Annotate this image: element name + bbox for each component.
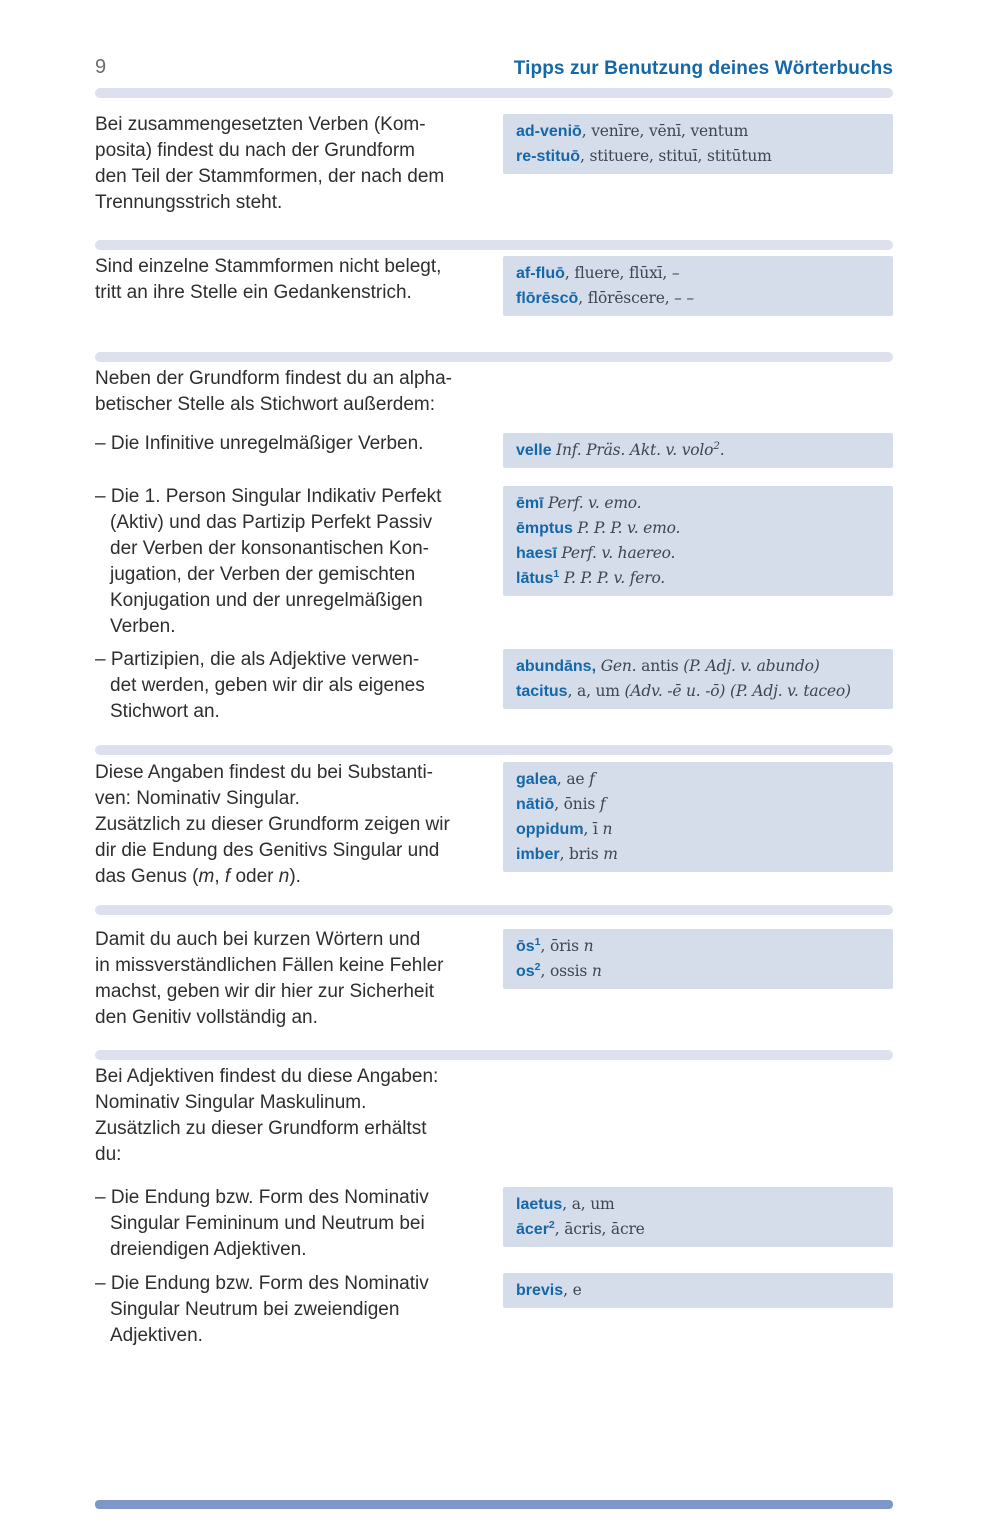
left-text xyxy=(95,927,503,1031)
headword: tacitus xyxy=(516,683,568,700)
example-text: P. P. P. v. emo. xyxy=(577,519,681,537)
text-segment: das Genus ( xyxy=(95,866,199,887)
headword: haesī xyxy=(516,545,562,562)
box-line xyxy=(516,1278,880,1303)
left-text xyxy=(95,1185,503,1263)
headword: ācer xyxy=(516,1221,549,1238)
text-line: den Teil der Stammformen, der nach dem xyxy=(95,166,445,187)
example-text: f xyxy=(589,770,595,788)
text-line: Konjugation und der unregelmäßigen xyxy=(110,590,423,611)
headword: galea xyxy=(516,771,557,788)
text-line: – Die Endung bzw. Form des Nominativ xyxy=(95,1187,429,1208)
text-segment: f xyxy=(224,866,231,887)
left-text xyxy=(95,254,503,306)
text-line xyxy=(95,864,503,890)
text-line: Singular Neutrum bei zweiendigen xyxy=(110,1299,400,1320)
example-text: , stituere, stituī, stitūtum xyxy=(580,147,772,165)
example-box xyxy=(503,762,893,872)
headword: brevis xyxy=(516,1282,564,1299)
headword: 1 xyxy=(553,567,560,580)
example-text: m xyxy=(603,845,618,863)
box-line xyxy=(516,144,880,169)
text-line: Verben. xyxy=(110,616,176,637)
box-line xyxy=(516,438,880,463)
example-text: Gen. xyxy=(600,657,637,675)
example-text: Perf. v. haereo. xyxy=(561,544,676,562)
example-text: , ossis xyxy=(540,962,592,980)
bullet-item xyxy=(95,484,893,640)
section-row xyxy=(95,760,893,890)
headword: af-fluō xyxy=(516,265,565,282)
headword: 2 xyxy=(534,960,541,973)
page-title: Tipps zur Benutzung deines Wörterbuchs xyxy=(513,58,893,79)
text-line: jugation, der Verben der gemischten xyxy=(110,564,416,585)
text-line: ven: Nominativ Singular. xyxy=(95,788,300,809)
text-segment: , xyxy=(214,866,225,887)
example-text: , a, um xyxy=(567,682,625,700)
section-divider xyxy=(95,352,893,362)
left-text xyxy=(95,431,503,457)
bullet-item xyxy=(95,647,893,725)
footer-bar xyxy=(95,1500,893,1509)
example-text: n xyxy=(602,820,613,838)
headword: ēmī xyxy=(516,495,549,512)
example-box xyxy=(503,649,893,709)
example-text: f xyxy=(599,795,606,813)
section-divider xyxy=(95,1050,893,1060)
text-line: Sind einzelne Stammformen nicht belegt, xyxy=(95,256,442,277)
headword: os xyxy=(516,963,535,980)
text-line: dreiendigen Adjektiven. xyxy=(110,1239,307,1260)
example-text: antis xyxy=(636,657,684,675)
headword: oppidum xyxy=(516,821,584,838)
headword: lātus xyxy=(516,570,554,587)
section-divider xyxy=(95,88,893,98)
text-line: – Partizipien, die als Adjektive verwen- xyxy=(95,649,420,670)
section-row xyxy=(95,1064,893,1168)
text-line: betischer Stelle als Stichwort außerdem: xyxy=(95,394,436,415)
box-line xyxy=(516,817,880,842)
example-text: , ae xyxy=(556,770,590,788)
left-text xyxy=(95,112,503,216)
text-line: dir die Endung des Genitivs Singular und xyxy=(95,840,440,861)
section-divider xyxy=(95,745,893,755)
example-text: (P. Adj. v. abundo) xyxy=(683,657,820,675)
example-text: , flōrēscere, – – xyxy=(578,289,694,307)
box-line xyxy=(516,566,880,591)
box-line xyxy=(516,1192,880,1217)
text-line: du: xyxy=(95,1144,122,1165)
box-line xyxy=(516,491,880,516)
section-row xyxy=(95,112,893,216)
example-text: , fluere, flūxī, – xyxy=(564,264,680,282)
left-text xyxy=(95,760,503,890)
text-line: Bei Adjektiven findest du diese Angaben: xyxy=(95,1066,439,1087)
section-row xyxy=(95,254,893,316)
bullet-item xyxy=(95,431,893,468)
text-line: Stichwort an. xyxy=(110,701,220,722)
text-segment: ). xyxy=(289,866,301,887)
text-line: Zusätzlich zu dieser Grundform zeigen wir xyxy=(95,814,450,835)
text-line: den Genitiv vollständig an. xyxy=(95,1007,318,1028)
text-line: – Die 1. Person Singular Indikativ Perfekt xyxy=(95,486,442,507)
headword: imber xyxy=(516,846,560,863)
box-line xyxy=(516,261,880,286)
headword: re-stituō xyxy=(516,148,580,165)
text-line: Zusätzlich zu dieser Grundform erhältst xyxy=(95,1118,427,1139)
example-box xyxy=(503,433,893,468)
example-text: , a, um xyxy=(562,1195,615,1213)
example-text: , e xyxy=(563,1281,582,1299)
text-line: Neben der Grundform findest du an alpha- xyxy=(95,368,452,389)
headword: velle xyxy=(516,442,557,459)
example-text: , ācris, ācre xyxy=(554,1220,645,1238)
example-text: . xyxy=(719,441,725,459)
example-text: Inf. Präs. Akt. v. volo xyxy=(556,441,714,459)
example-text: , venīre, vēnī, ventum xyxy=(581,122,749,140)
box-line xyxy=(516,934,880,959)
example-text: P. P. P. v. fero. xyxy=(563,569,666,587)
example-box xyxy=(503,929,893,989)
headword: 2 xyxy=(548,1218,555,1231)
text-line: Adjektiven. xyxy=(110,1325,203,1346)
headword: 1 xyxy=(534,935,541,948)
example-text: n xyxy=(591,962,602,980)
text-line: posita) findest du nach der Grundform xyxy=(95,140,416,161)
text-segment: m xyxy=(198,866,215,887)
example-box xyxy=(503,256,893,316)
text-segment: oder xyxy=(230,866,279,887)
example-text: Perf. v. emo. xyxy=(548,494,642,512)
left-text xyxy=(95,366,503,418)
section-row xyxy=(95,366,893,418)
example-text: (Adv. -ē u. -ō) (P. Adj. v. taceo) xyxy=(624,682,851,700)
left-text xyxy=(95,647,503,725)
example-text: , bris xyxy=(559,845,604,863)
section-divider xyxy=(95,905,893,915)
headword: flōrēscō xyxy=(516,290,579,307)
left-text xyxy=(95,484,503,640)
box-line xyxy=(516,119,880,144)
left-text xyxy=(95,1271,503,1349)
box-line xyxy=(516,842,880,867)
text-line: Trennungsstrich steht. xyxy=(95,192,283,213)
example-text: , ōris xyxy=(540,937,584,955)
headword: ēmptus xyxy=(516,520,578,537)
text-line: Nominativ Singular Maskulinum. xyxy=(95,1092,367,1113)
example-text: 2 xyxy=(713,439,720,452)
text-line: – Die Infinitive unregelmäßiger Verben. xyxy=(95,433,424,454)
box-line xyxy=(516,654,880,679)
text-line: der Verben der konsonantischen Kon- xyxy=(110,538,429,559)
text-line: – Die Endung bzw. Form des Nominativ xyxy=(95,1273,429,1294)
example-text: , ōnis xyxy=(554,795,600,813)
example-box xyxy=(503,1187,893,1247)
section-row xyxy=(95,927,893,1031)
text-line: Diese Angaben findest du bei Substanti- xyxy=(95,762,434,783)
box-line xyxy=(516,959,880,984)
text-line: machst, geben wir dir hier zur Sicherheit xyxy=(95,981,434,1002)
text-line: (Aktiv) und das Partizip Perfekt Passiv xyxy=(110,512,433,533)
bullet-item xyxy=(95,1185,893,1263)
example-box xyxy=(503,486,893,596)
text-line: tritt an ihre Stelle ein Gedankenstrich. xyxy=(95,282,412,303)
headword: nātiō xyxy=(516,796,555,813)
headword: ad-veniō xyxy=(516,123,582,140)
headword: laetus xyxy=(516,1196,563,1213)
box-line xyxy=(516,792,880,817)
text-line: in missverständlichen Fällen keine Fehler xyxy=(95,955,444,976)
text-line: Damit du auch bei kurzen Wörtern und xyxy=(95,929,421,950)
box-line xyxy=(516,516,880,541)
left-text xyxy=(95,1064,503,1168)
text-line: det werden, geben wir dir als eigenes xyxy=(110,675,425,696)
example-text: n xyxy=(583,937,594,955)
headword: ōs xyxy=(516,938,535,955)
text-line: Bei zusammengesetzten Verben (Kom- xyxy=(95,114,426,135)
headword: abundāns, xyxy=(516,658,597,675)
box-line xyxy=(516,767,880,792)
box-line xyxy=(516,679,880,704)
page-number: 9 xyxy=(95,56,107,78)
text-line: Singular Femininum und Neutrum bei xyxy=(110,1213,425,1234)
example-text: , ī xyxy=(583,820,603,838)
text-segment: n xyxy=(278,866,290,887)
box-line xyxy=(516,286,880,311)
box-line xyxy=(516,1217,880,1242)
section-divider xyxy=(95,240,893,250)
bullet-item xyxy=(95,1271,893,1349)
example-box xyxy=(503,114,893,174)
example-box xyxy=(503,1273,893,1308)
box-line xyxy=(516,541,880,566)
